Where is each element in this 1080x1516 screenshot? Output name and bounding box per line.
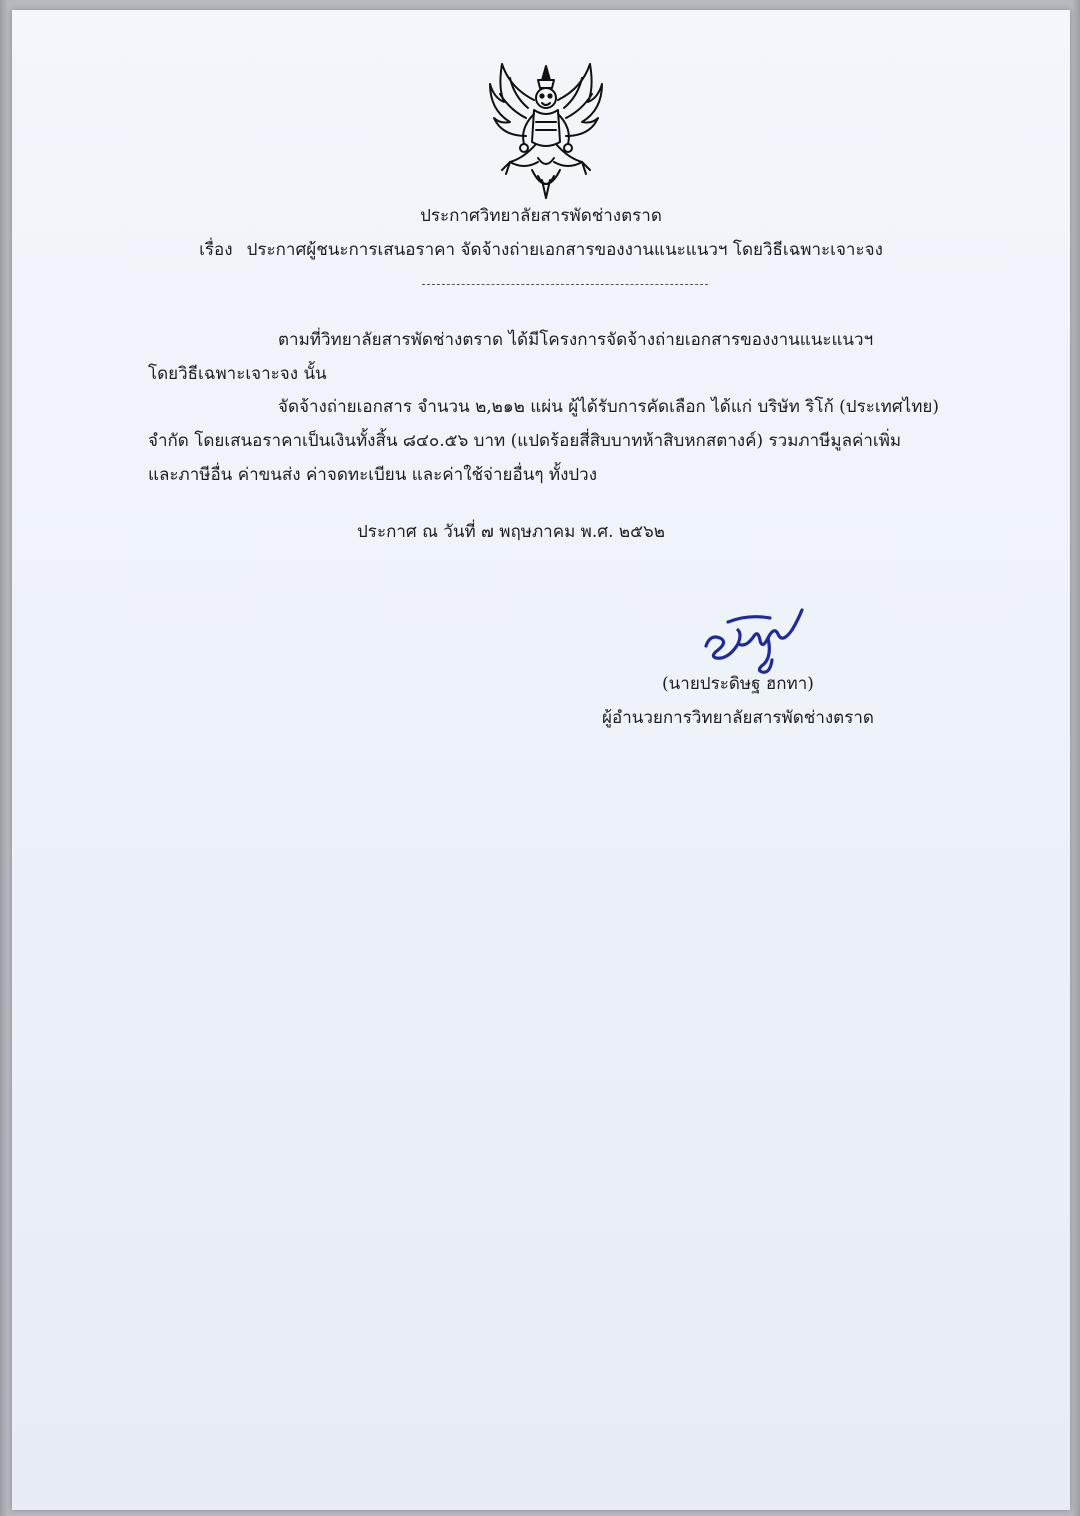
- paragraph-line: จัดจ้างถ่ายเอกสาร จำนวน ๒,๒๑๒ แผ่น ผู้ได้รับการคัดเลือก ได้แก่ บริษัท ริโก้ (ประเทศไทย): [278, 397, 940, 417]
- signatory-position: ผู้อำนวยการวิทยาลัยสารพัดช่างตราด: [602, 708, 874, 728]
- paragraph-line: จำกัด โดยเสนอราคาเป็นเงินทั้งสิ้น ๘๔๐.๕๖ บาท (แปดร้อยสี่สิบบาทห้าสิบหกสตางค์) รวมภาษีมูลค่าเพิ่ม: [148, 431, 902, 451]
- paragraph-line: ตามที่วิทยาลัยสารพัดช่างตราด ได้มีโครงการจัดจ้างถ่ายเอกสารของงานแนะแนวฯ: [278, 330, 874, 350]
- paragraph-line: และภาษีอื่น ค่าขนส่ง ค่าจดทะเบียน และค่าใช้จ่ายอื่นๆ ทั้งปวง: [148, 465, 598, 485]
- paragraph-project: [148, 323, 988, 391]
- separator-line: [422, 284, 708, 285]
- subject-text: ประกาศผู้ชนะการเสนอราคา จัดจ้างถ่ายเอกสารของงานแนะแนวฯ โดยวิธีเฉพาะเจาะจง: [246, 240, 883, 260]
- announcement-subject: [12, 236, 1070, 263]
- subject-label: เรื่อง: [199, 240, 233, 260]
- signatory-name: (นายประดิษฐ ฮกทา): [662, 674, 814, 694]
- document-page: [12, 10, 1070, 1510]
- paragraph-award: [148, 390, 988, 492]
- announcement-title: ประกาศวิทยาลัยสารพัดช่างตราด: [420, 206, 662, 226]
- announcement-date: ประกาศ ณ วันที่ ๗ พฤษภาคม พ.ศ. ๒๕๖๒: [357, 522, 665, 542]
- signature-block: [578, 600, 898, 750]
- garuda-emblem-icon: [480, 58, 612, 206]
- paragraph-line: โดยวิธีเฉพาะเจาะจง นั้น: [148, 364, 327, 384]
